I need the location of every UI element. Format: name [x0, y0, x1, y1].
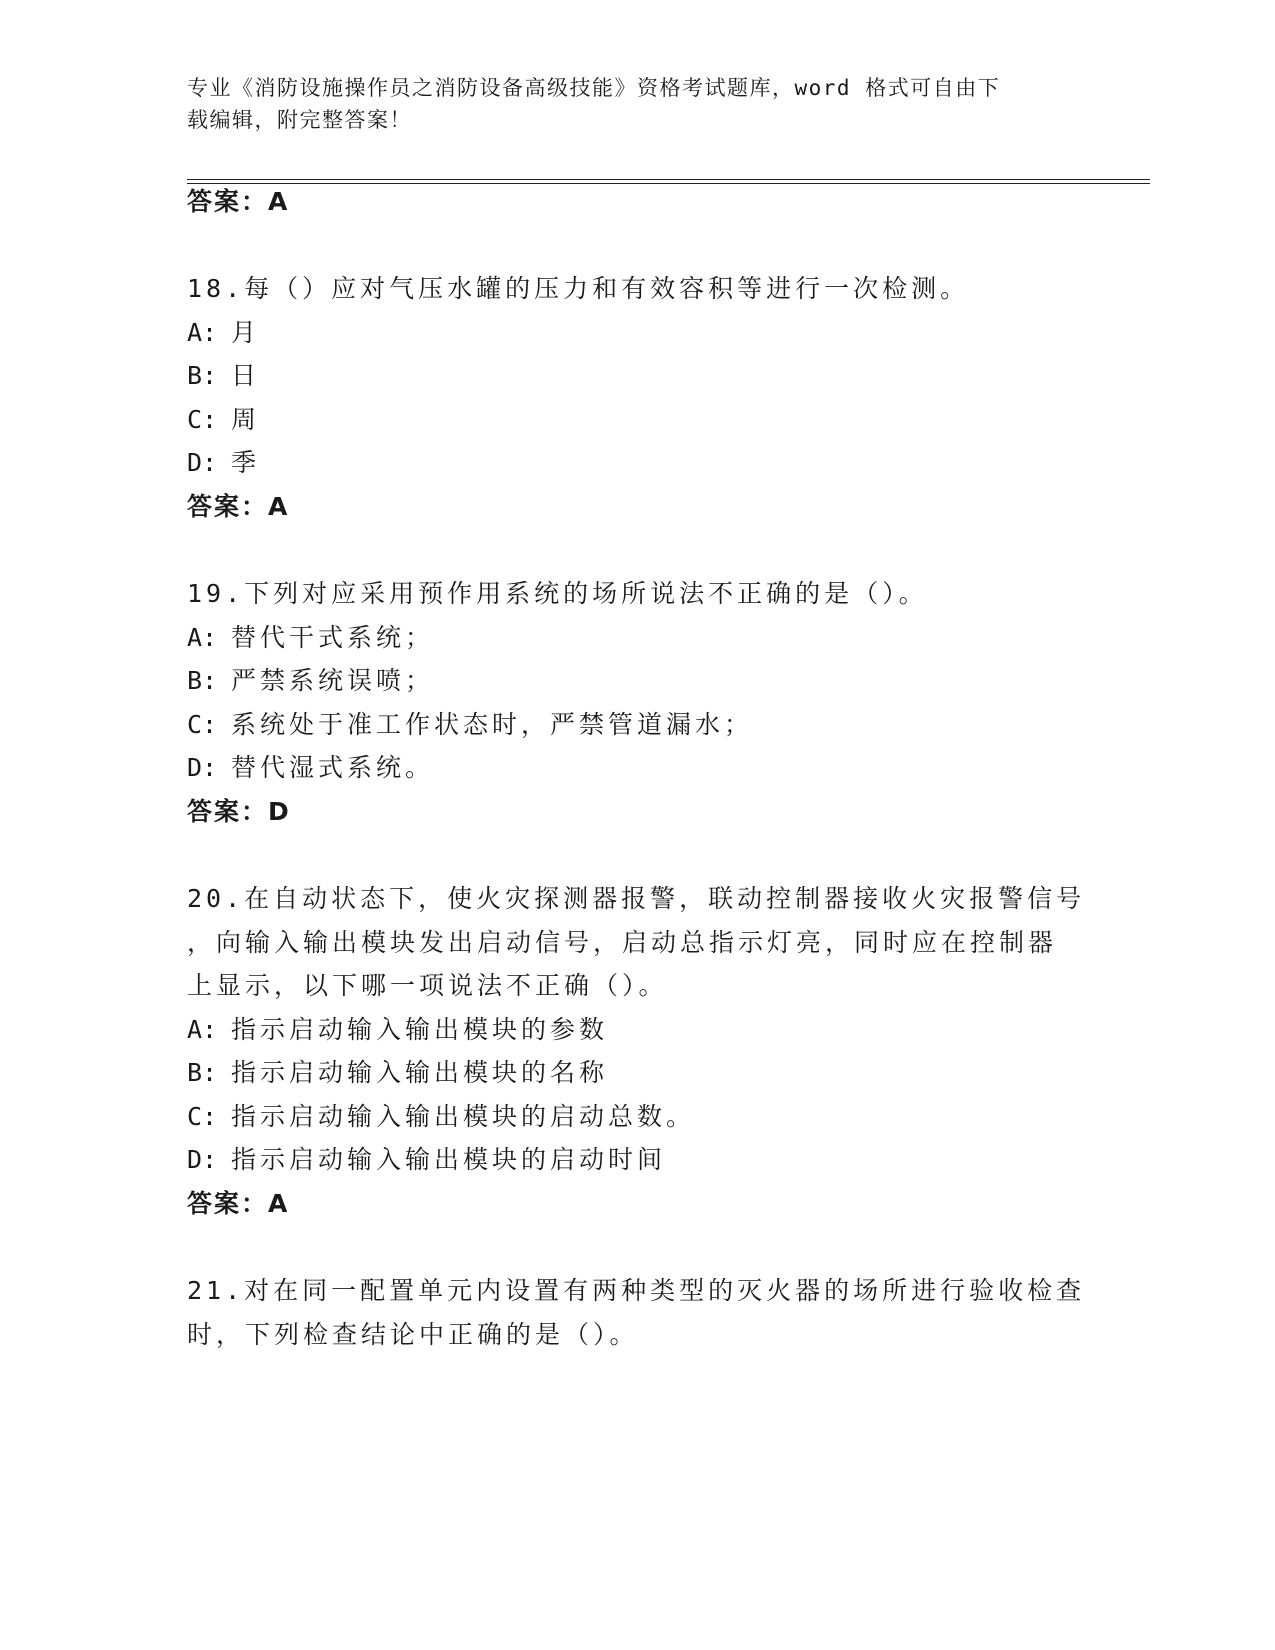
option-text: 指示启动输入输出模块的名称: [231, 1058, 609, 1087]
option-key: A:: [187, 1015, 218, 1044]
question-18-option-a: [187, 317, 260, 349]
previous-answer: 答案：A: [187, 187, 290, 216]
question-20-answer: 答案：A: [187, 1189, 290, 1218]
option-text: 季: [231, 448, 261, 477]
question-20-option-b: [187, 1057, 608, 1089]
option-key: D:: [187, 448, 218, 477]
question-20-option-a: [187, 1014, 608, 1046]
question-20-option-d: [187, 1144, 666, 1176]
question-18-answer: 答案：A: [187, 492, 290, 521]
option-text: 严禁系统误喷；: [231, 666, 435, 695]
option-text: 替代湿式系统。: [231, 753, 435, 782]
header-divider-top: [187, 179, 1150, 180]
header-divider-bottom: [187, 183, 1150, 184]
question-18-option-c: [187, 404, 260, 436]
question-18-text: 18.每（）应对气压水罐的压力和有效容积等进行一次检测。: [187, 274, 970, 303]
option-text: 月: [231, 318, 261, 347]
document-header: [187, 72, 1087, 136]
option-key: A:: [187, 318, 218, 347]
option-key: D:: [187, 1145, 218, 1174]
option-key: C:: [187, 405, 218, 434]
question-19-answer: 答案：D: [187, 797, 291, 826]
option-text: 指示启动输入输出模块的参数: [231, 1015, 609, 1044]
question-19-option-c: [187, 709, 753, 741]
header-line-1: 专业《消防设施操作员之消防设备高级技能》资格考试题库，word 格式可自由下: [187, 76, 1001, 100]
option-text: 指示启动输入输出模块的启动总数。: [231, 1102, 696, 1131]
question-20-text-line-3: 上显示，以下哪一项说法不正确（）。: [187, 971, 668, 1000]
option-text: 日: [231, 361, 261, 390]
option-key: A:: [187, 623, 218, 652]
option-text: 替代干式系统；: [231, 623, 435, 652]
option-key: B:: [187, 666, 218, 695]
question-20-text-line-2: ，向输入输出模块发出启动信号，启动总指示灯亮，同时应在控制器: [187, 928, 1058, 957]
question-18-option-d: [187, 447, 260, 479]
option-text: 系统处于准工作状态时，严禁管道漏水；: [231, 710, 754, 739]
question-20-text-line-1: 20.在自动状态下，使火灾探测器报警，联动控制器接收火灾报警信号: [187, 884, 1086, 913]
option-key: C:: [187, 1102, 218, 1131]
question-19-option-b: [187, 665, 434, 697]
option-text: 指示启动输入输出模块的启动时间: [231, 1145, 667, 1174]
option-key: B:: [187, 361, 218, 390]
option-text: 周: [231, 405, 261, 434]
question-19-text: 19.下列对应采用预作用系统的场所说法不正确的是（）。: [187, 579, 928, 608]
question-21-text-line-2: 时，下列检查结论中正确的是（）。: [187, 1320, 639, 1349]
option-key: B:: [187, 1058, 218, 1087]
question-19-option-d: [187, 752, 434, 784]
question-18-option-b: [187, 360, 260, 392]
header-line-2: 载编辑，附完整答案！: [187, 108, 412, 132]
question-20-option-c: [187, 1101, 695, 1133]
question-21-text-line-1: 21.对在同一配置单元内设置有两种类型的灭火器的场所进行验收检查: [187, 1276, 1086, 1305]
option-key: C:: [187, 710, 218, 739]
question-19-option-a: [187, 622, 434, 654]
option-key: D:: [187, 753, 218, 782]
